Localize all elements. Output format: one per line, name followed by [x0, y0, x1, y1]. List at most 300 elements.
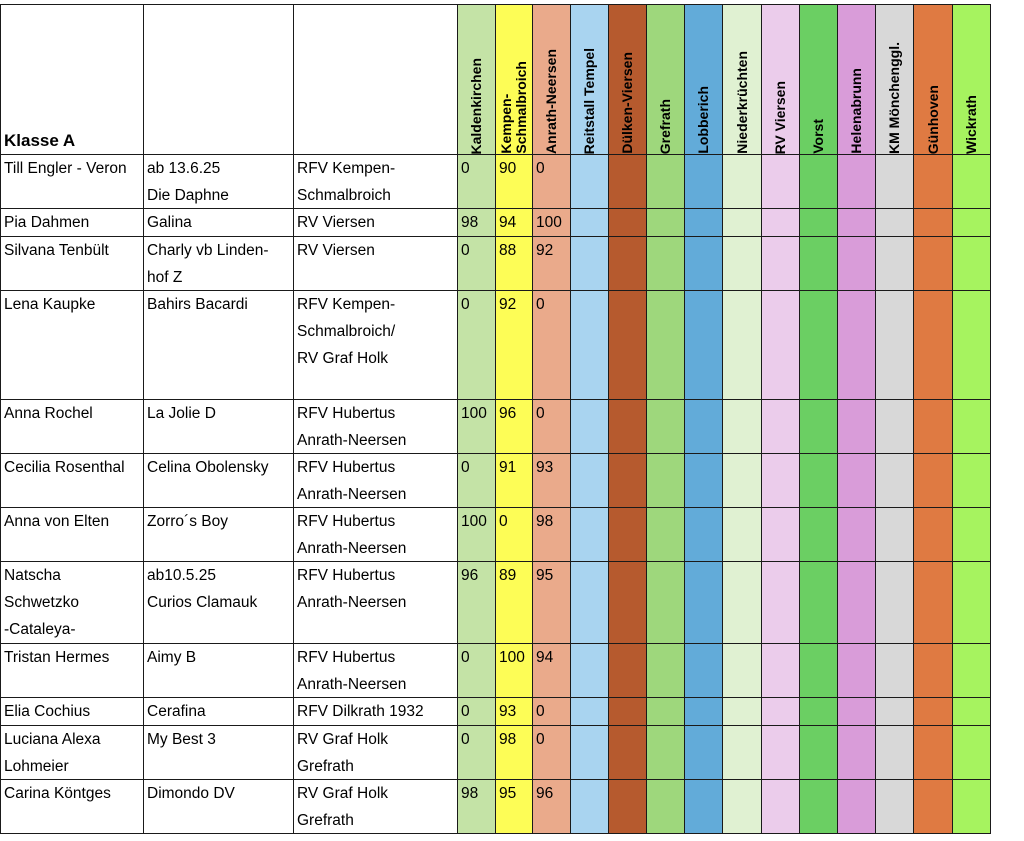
score-cell	[914, 155, 953, 209]
score-cell	[458, 644, 496, 698]
horse-name: Galina	[147, 214, 192, 231]
score-value: 100	[461, 513, 487, 530]
score-value: 0	[461, 731, 470, 748]
score-cell	[838, 780, 876, 834]
score-cell	[800, 209, 838, 237]
score-cell	[723, 698, 762, 726]
column-header-label: Kaldenkirchen	[468, 57, 484, 154]
table-row	[1, 726, 991, 780]
score-cell	[914, 698, 953, 726]
score-cell	[647, 291, 685, 400]
header-blank-horse	[294, 5, 458, 155]
score-cell	[723, 155, 762, 209]
score-cell	[533, 237, 571, 291]
score-cell	[647, 508, 685, 562]
score-cell	[458, 562, 496, 644]
rider-name: Natscha Schwetzko -Cataleya-	[4, 567, 79, 638]
score-value: 98	[499, 731, 517, 748]
score-cell	[571, 508, 609, 562]
score-cell	[571, 237, 609, 291]
table-row	[1, 400, 991, 454]
column-header-label: Anrath-Neersen	[543, 48, 559, 154]
club-name-cell	[294, 726, 458, 780]
score-cell	[914, 237, 953, 291]
score-value: 0	[536, 405, 545, 422]
score-value: 93	[536, 459, 554, 476]
score-cell	[762, 644, 800, 698]
score-cell	[762, 155, 800, 209]
score-value: 0	[536, 703, 545, 720]
score-cell	[838, 155, 876, 209]
score-cell	[458, 508, 496, 562]
rider-name-cell	[1, 237, 144, 291]
rider-name: Anna Rochel	[4, 405, 93, 422]
rider-name-cell	[1, 698, 144, 726]
score-cell	[533, 698, 571, 726]
score-cell	[800, 726, 838, 780]
score-cell	[647, 209, 685, 237]
column-header-label: Helenabrunn	[848, 68, 864, 154]
score-cell	[838, 237, 876, 291]
club-name: RV Graf Holk Grefrath	[297, 731, 389, 775]
score-cell	[914, 291, 953, 400]
horse-name: Zorro´s Boy	[147, 513, 228, 530]
score-cell	[533, 291, 571, 400]
column-header	[647, 5, 685, 155]
column-header-label: KM Mönchenggl.	[886, 42, 902, 154]
score-cell	[609, 400, 647, 454]
score-cell	[953, 698, 991, 726]
score-cell	[571, 698, 609, 726]
score-cell	[533, 780, 571, 834]
score-cell	[800, 400, 838, 454]
column-header	[953, 5, 991, 155]
score-cell	[533, 644, 571, 698]
score-cell	[876, 209, 914, 237]
score-cell	[685, 644, 723, 698]
score-value: 98	[461, 785, 479, 802]
score-cell	[838, 562, 876, 644]
table-row	[1, 644, 991, 698]
rider-name-cell	[1, 562, 144, 644]
table-row	[1, 508, 991, 562]
score-cell	[647, 155, 685, 209]
score-cell	[838, 508, 876, 562]
rider-name: Carina Köntges	[4, 785, 111, 802]
score-cell	[953, 400, 991, 454]
score-value: 88	[499, 242, 517, 259]
column-header-label: Kempen- Schmalbroich	[498, 61, 529, 154]
rider-name-cell	[1, 155, 144, 209]
score-value: 98	[461, 214, 479, 231]
score-cell	[914, 726, 953, 780]
score-cell	[838, 400, 876, 454]
score-value: 0	[461, 703, 470, 720]
table-row	[1, 780, 991, 834]
club-name: RFV Hubertus Anrath-Neersen	[297, 405, 407, 449]
score-cell	[571, 644, 609, 698]
rider-name-cell	[1, 400, 144, 454]
column-header-label: Dülken-Viersen	[619, 52, 635, 154]
horse-name-cell	[144, 155, 294, 209]
score-cell	[496, 209, 533, 237]
score-cell	[838, 454, 876, 508]
score-value: 90	[499, 160, 517, 177]
horse-name-cell	[144, 644, 294, 698]
column-header	[914, 5, 953, 155]
score-cell	[914, 508, 953, 562]
club-name-cell	[294, 237, 458, 291]
table-row	[1, 562, 991, 644]
score-cell	[458, 400, 496, 454]
table-row	[1, 291, 991, 400]
score-cell	[953, 644, 991, 698]
score-cell	[800, 644, 838, 698]
score-cell	[953, 780, 991, 834]
score-cell	[762, 562, 800, 644]
score-value: 95	[499, 785, 517, 802]
score-cell	[685, 400, 723, 454]
score-cell	[647, 454, 685, 508]
rider-name: Silvana Tenbült	[4, 242, 109, 259]
score-value: 0	[499, 513, 508, 530]
rider-name: Anna von Elten	[4, 513, 110, 530]
score-cell	[496, 454, 533, 508]
score-cell	[685, 508, 723, 562]
score-cell	[723, 780, 762, 834]
club-name-cell	[294, 780, 458, 834]
score-cell	[496, 698, 533, 726]
score-cell	[876, 454, 914, 508]
score-value: 0	[461, 160, 470, 177]
score-cell	[458, 726, 496, 780]
score-cell	[800, 454, 838, 508]
horse-name: ab 13.6.25 Die Daphne	[147, 160, 229, 204]
score-cell	[800, 155, 838, 209]
score-cell	[609, 237, 647, 291]
score-cell	[723, 726, 762, 780]
club-name-cell	[294, 209, 458, 237]
club-name: RFV Dilkrath 1932	[297, 703, 424, 720]
score-cell	[496, 726, 533, 780]
score-value: 92	[536, 242, 554, 259]
score-cell	[762, 508, 800, 562]
column-header	[685, 5, 723, 155]
score-cell	[685, 726, 723, 780]
rider-name-cell	[1, 780, 144, 834]
column-header-label: Niederkrüchten	[733, 51, 750, 154]
rider-name: Elia Cochius	[4, 703, 91, 720]
horse-name: Aimy B	[147, 649, 197, 666]
score-cell	[723, 508, 762, 562]
score-value: 89	[499, 567, 517, 584]
score-value: 0	[461, 296, 470, 313]
club-name-cell	[294, 454, 458, 508]
score-cell	[496, 644, 533, 698]
score-cell	[571, 726, 609, 780]
club-name-cell	[294, 400, 458, 454]
score-cell	[914, 562, 953, 644]
score-cell	[953, 508, 991, 562]
score-cell	[458, 237, 496, 291]
score-cell	[571, 780, 609, 834]
rider-name-cell	[1, 454, 144, 508]
horse-name-cell	[144, 400, 294, 454]
results-table	[0, 4, 991, 834]
score-cell	[647, 562, 685, 644]
score-cell	[800, 237, 838, 291]
score-value: 95	[536, 567, 554, 584]
rider-name: Cecilia Rosenthal	[4, 459, 125, 476]
club-name: RFV Kempen- Schmalbroich/ RV Graf Holk	[297, 296, 396, 367]
score-cell	[838, 644, 876, 698]
score-cell	[533, 454, 571, 508]
rider-name: Tristan Hermes	[4, 649, 110, 666]
score-cell	[533, 726, 571, 780]
score-value: 94	[536, 649, 554, 666]
column-header	[723, 5, 762, 155]
score-value: 96	[461, 567, 479, 584]
table-row	[1, 454, 991, 508]
score-value: 98	[536, 513, 554, 530]
score-cell	[571, 155, 609, 209]
score-cell	[953, 237, 991, 291]
score-cell	[723, 562, 762, 644]
score-cell	[609, 291, 647, 400]
score-cell	[953, 155, 991, 209]
club-name: RV Viersen	[297, 214, 375, 231]
rider-name: Pia Dahmen	[4, 214, 90, 231]
club-name: RFV Hubertus Anrath-Neersen	[297, 567, 407, 611]
score-cell	[838, 209, 876, 237]
score-value: 0	[461, 649, 470, 666]
club-name: RFV Kempen- Schmalbroich	[297, 160, 396, 204]
score-value: 0	[461, 242, 470, 259]
score-cell	[800, 508, 838, 562]
score-cell	[533, 400, 571, 454]
club-name-cell	[294, 698, 458, 726]
score-cell	[496, 237, 533, 291]
score-cell	[800, 291, 838, 400]
score-cell	[953, 454, 991, 508]
club-name: RV Viersen	[297, 242, 375, 259]
score-cell	[647, 400, 685, 454]
score-cell	[953, 726, 991, 780]
score-cell	[838, 726, 876, 780]
score-value: 100	[461, 405, 487, 422]
column-header-label: Grefrath	[657, 98, 673, 154]
score-value: 94	[499, 214, 517, 231]
score-cell	[609, 726, 647, 780]
score-cell	[914, 400, 953, 454]
score-cell	[458, 698, 496, 726]
score-cell	[496, 155, 533, 209]
score-value: 0	[536, 296, 545, 313]
horse-name-cell	[144, 237, 294, 291]
score-cell	[876, 237, 914, 291]
column-header	[533, 5, 571, 155]
column-header	[496, 5, 533, 155]
score-cell	[571, 562, 609, 644]
score-cell	[762, 726, 800, 780]
score-cell	[914, 780, 953, 834]
score-cell	[647, 698, 685, 726]
class-title: Klasse A	[1, 5, 144, 155]
score-cell	[838, 291, 876, 400]
score-cell	[609, 698, 647, 726]
table-row	[1, 698, 991, 726]
score-cell	[800, 780, 838, 834]
score-cell	[876, 508, 914, 562]
score-value: 96	[536, 785, 554, 802]
header-row	[1, 5, 991, 155]
score-cell	[609, 209, 647, 237]
score-cell	[876, 698, 914, 726]
score-cell	[533, 562, 571, 644]
score-cell	[914, 454, 953, 508]
club-name-cell	[294, 508, 458, 562]
score-value: 100	[499, 649, 525, 666]
rider-name-cell	[1, 209, 144, 237]
column-header	[762, 5, 800, 155]
score-cell	[876, 780, 914, 834]
score-cell	[800, 698, 838, 726]
score-cell	[762, 291, 800, 400]
score-value: 92	[499, 296, 517, 313]
rider-name-cell	[1, 644, 144, 698]
score-cell	[571, 454, 609, 508]
score-cell	[685, 291, 723, 400]
horse-name: Charly vb Linden- hof Z	[147, 242, 269, 286]
column-header-label: Reitstall Tempel	[581, 47, 597, 154]
score-cell	[533, 155, 571, 209]
table-row	[1, 237, 991, 291]
club-name: RFV Hubertus Anrath-Neersen	[297, 459, 407, 503]
score-cell	[876, 155, 914, 209]
column-header-label: RV Viersen	[772, 80, 788, 154]
score-cell	[914, 644, 953, 698]
score-cell	[458, 780, 496, 834]
score-cell	[723, 209, 762, 237]
score-cell	[458, 291, 496, 400]
horse-name-cell	[144, 726, 294, 780]
score-cell	[496, 400, 533, 454]
column-header	[609, 5, 647, 155]
score-cell	[571, 400, 609, 454]
score-cell	[609, 780, 647, 834]
score-cell	[800, 562, 838, 644]
score-cell	[685, 155, 723, 209]
score-cell	[723, 291, 762, 400]
club-name-cell	[294, 291, 458, 400]
score-cell	[647, 726, 685, 780]
score-cell	[876, 726, 914, 780]
rider-name: Till Engler - Veron	[4, 160, 127, 177]
horse-name-cell	[144, 508, 294, 562]
score-cell	[609, 155, 647, 209]
score-cell	[496, 780, 533, 834]
score-value: 100	[536, 214, 562, 231]
score-cell	[953, 291, 991, 400]
score-cell	[609, 562, 647, 644]
score-value: 0	[461, 459, 470, 476]
score-value: 0	[536, 731, 545, 748]
horse-name-cell	[144, 562, 294, 644]
rider-name-cell	[1, 291, 144, 400]
score-cell	[876, 400, 914, 454]
score-cell	[876, 644, 914, 698]
score-cell	[458, 454, 496, 508]
score-cell	[496, 291, 533, 400]
horse-name: Cerafina	[147, 703, 206, 720]
score-cell	[762, 400, 800, 454]
score-cell	[496, 562, 533, 644]
horse-name-cell	[144, 780, 294, 834]
score-cell	[838, 698, 876, 726]
score-cell	[685, 780, 723, 834]
score-cell	[723, 454, 762, 508]
rider-name-cell	[1, 726, 144, 780]
horse-name-cell	[144, 698, 294, 726]
column-header	[800, 5, 838, 155]
score-cell	[647, 237, 685, 291]
score-cell	[647, 780, 685, 834]
score-value: 91	[499, 459, 517, 476]
score-cell	[685, 454, 723, 508]
score-cell	[762, 698, 800, 726]
score-cell	[953, 562, 991, 644]
score-cell	[571, 209, 609, 237]
horse-name-cell	[144, 454, 294, 508]
column-header-label: Günhoven	[924, 84, 941, 154]
score-value: 0	[536, 160, 545, 177]
score-value: 96	[499, 405, 517, 422]
score-cell	[685, 698, 723, 726]
score-cell	[762, 454, 800, 508]
score-cell	[723, 237, 762, 291]
horse-name: La Jolie D	[147, 405, 216, 422]
column-header	[571, 5, 609, 155]
score-cell	[609, 454, 647, 508]
rider-name-cell	[1, 508, 144, 562]
table-row	[1, 155, 991, 209]
score-cell	[647, 644, 685, 698]
score-cell	[723, 644, 762, 698]
score-cell	[496, 508, 533, 562]
club-name: RFV Hubertus Anrath-Neersen	[297, 649, 407, 693]
column-header	[838, 5, 876, 155]
score-cell	[685, 562, 723, 644]
score-cell	[609, 644, 647, 698]
score-cell	[609, 508, 647, 562]
club-name-cell	[294, 155, 458, 209]
table-row	[1, 209, 991, 237]
column-header	[876, 5, 914, 155]
header-blank-rider	[144, 5, 294, 155]
column-header-label: Vorst	[810, 119, 826, 154]
score-cell	[533, 209, 571, 237]
column-header-label: Wickrath	[963, 94, 979, 154]
score-cell	[458, 155, 496, 209]
club-name-cell	[294, 644, 458, 698]
score-cell	[458, 209, 496, 237]
score-cell	[571, 291, 609, 400]
column-header-label: Lobberich	[695, 86, 711, 154]
score-cell	[685, 237, 723, 291]
score-cell	[762, 237, 800, 291]
column-header	[458, 5, 496, 155]
horse-name: Celina Obolensky	[147, 459, 269, 476]
